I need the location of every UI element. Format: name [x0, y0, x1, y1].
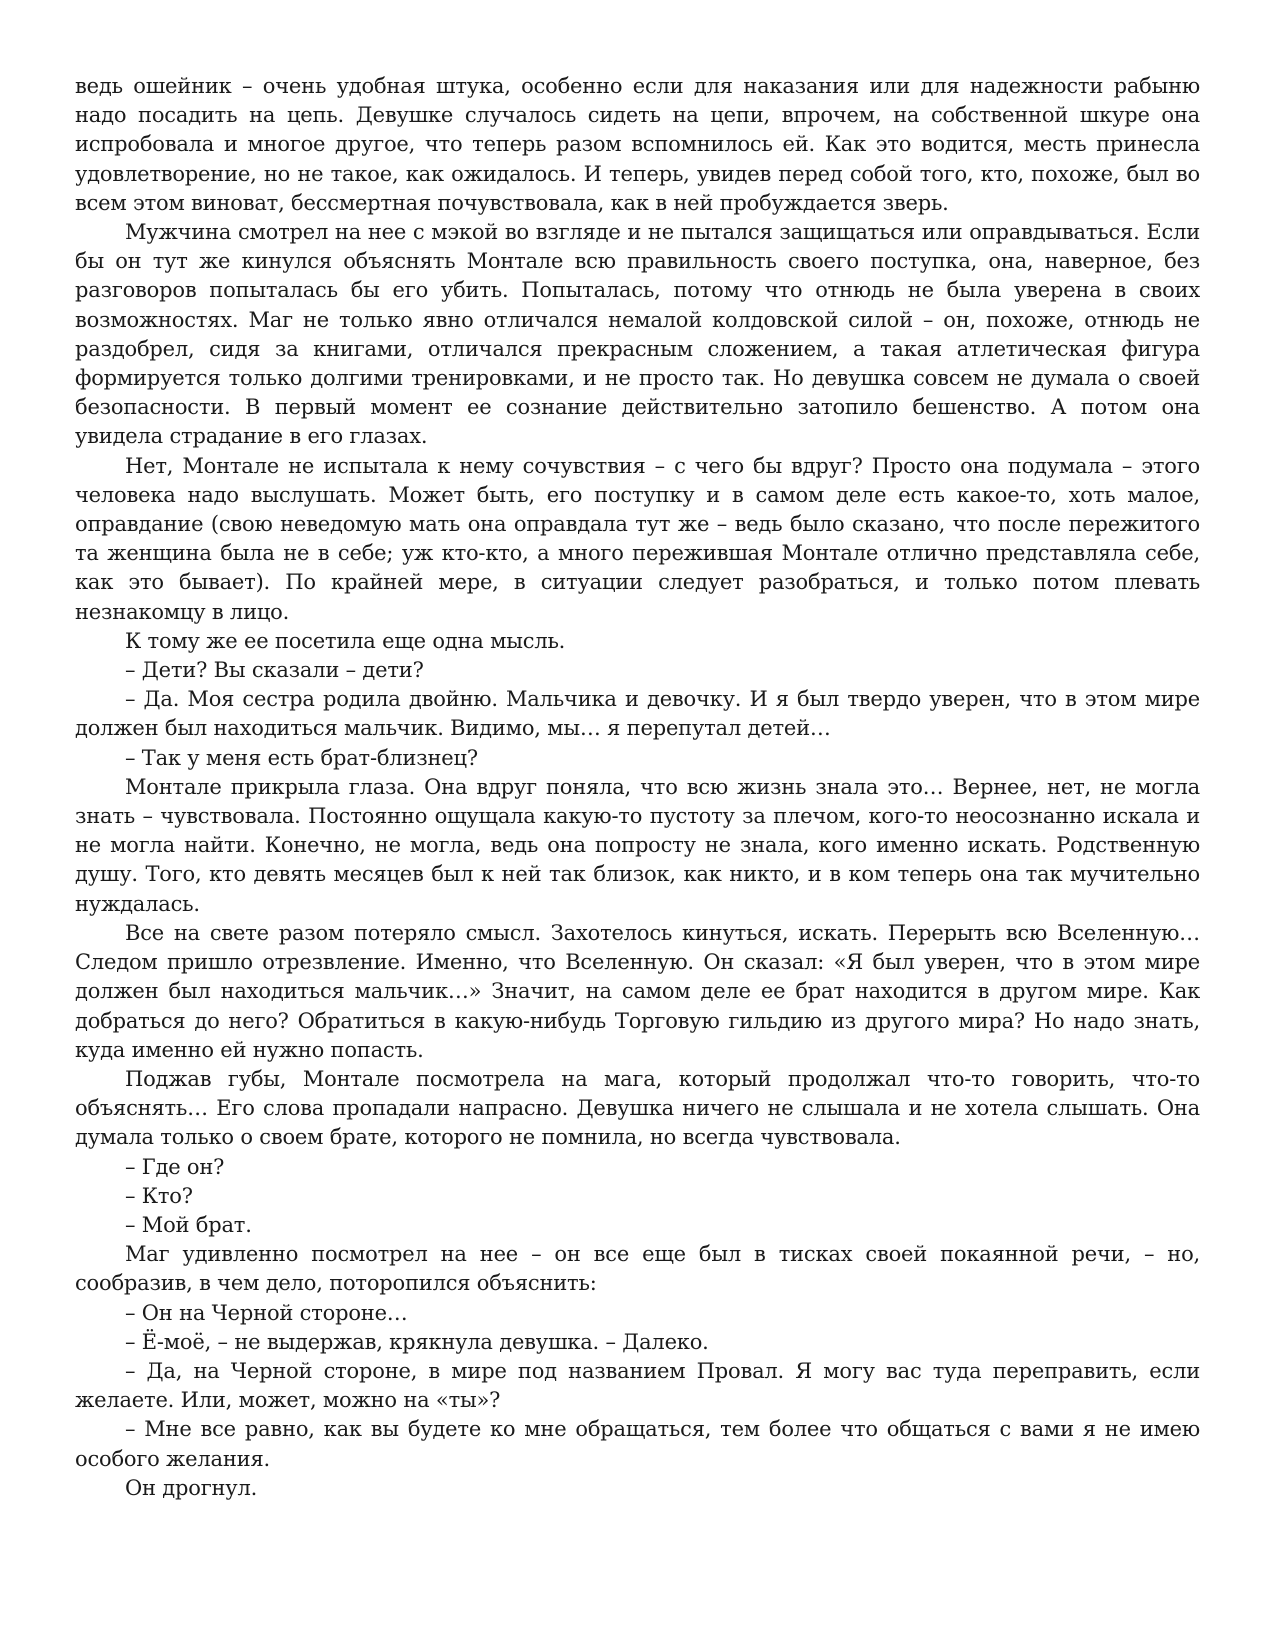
- dialogue-line: – Он на Черной стороне…: [125, 1300, 408, 1325]
- dialogue-line: – Да, на Черной стороне, в мире под названием Провал. Я могу вас туда переправить, если желаете. Или, может, можно на «ты»?: [75, 1358, 1200, 1413]
- dialogue-line: – Да. Моя сестра родила двойню. Мальчика и девочку. И я был твердо уверен, что в этом мире должен был находиться мальчик. Видимо, мы… я перепутал детей…: [75, 687, 1200, 741]
- paragraph: Нет, Монтале не испытала к нему сочувствия – с чего бы вдруг? Просто она подумала – этого человека надо выслушать. Может быть, его поступку и в самом деле есть какое-то, хоть малое, оправдание (свою неведомую мать она оправдала тут же – ведь было сказано, что после пережитого та женщина была не в себе; уж кто-кто, а много пережившая Монтале отлично представляла себе, как это бывает). По крайней мере, в ситуации следует разобраться, и только потом плевать незнакомцу в лицо.: [75, 453, 1200, 624]
- dialogue-line: – Дети? Вы сказали – дети?: [125, 658, 424, 683]
- paragraph-continuation: ведь ошейник – очень удобная штука, особенно если для наказания или для надежности рабыню надо посадить на цепь. Девушке случалось сидеть на цепи, впрочем, на собственной шкуре она испробовала и многое другое, что теперь разом вспомнилось ей. Как это водится, месть принесла удовлетворение, но не такое, как ожидалось. И теперь, увидев перед собой того, кто, похоже, был во всем этом виноват, бессмертная почувствовала, как в ней пробуждается зверь.: [75, 74, 1200, 215]
- dialogue-line: – Где он?: [125, 1154, 225, 1179]
- paragraph: Монтале прикрыла глаза. Она вдруг поняла, что всю жизнь знала это… Вернее, нет, не могла знать – чувствовала. Постоянно ощущала какую-то пустоту за плечом, кого-то неосознанно искала и не могла найти. Конечно, не могла, ведь она попросту не знала, кого именно искать. Родственную душу. Того, кто девять месяцев был к ней так близок, как никто, и в ком теперь она так мучительно нуждалась.: [75, 774, 1200, 916]
- paragraph: Он дрогнул.: [125, 1475, 258, 1500]
- dialogue-line: – Ё-моё, – не выдержав, крякнула девушка. – Далеко.: [125, 1329, 709, 1354]
- dialogue-line: – Так у меня есть брат-близнец?: [125, 745, 478, 770]
- paragraph: К тому же ее посетила еще одна мысль.: [125, 628, 566, 653]
- paragraph: Поджав губы, Монтале посмотрела на мага, который продолжал что-то говорить, что-то объяснять… Его слова пропадали напрасно. Девушка ничего не слышала и не хотела слышать. Она думала только о своем брате, которого не помнила, но всегда чувствовала.: [75, 1066, 1200, 1150]
- dialogue-line: – Мой брат.: [125, 1212, 252, 1237]
- paragraph: Мужчина смотрел на нее с мэкой во взгляде и не пытался защищаться или оправдываться. Если бы он тут же кинулся объяснять Монтале всю правильность своего поступка, она, наверное, без разговоров попыталась бы его убить. Попыталась, потому что отнюдь не была уверена в своих возможностях. Маг не только явно отличался немалой колдовской силой – он, похоже, отнюдь не раздобрел, сидя за книгами, отличался прекрасным сложением, а такая атлетическая фигура формируется только долгими тренировками, и не просто так. Но девушка совсем не думала о своей безопасности. В первый момент ее сознание действительно затопило бешенство. А потом она увидела страдание в его глазах.: [75, 220, 1200, 449]
- paragraph: Все на свете разом потеряло смысл. Захотелось кинуться, искать. Перерыть всю Вселенную… Следом пришло отрезвление. Именно, что Вселенную. Он сказал: «Я был уверен, что в этом мире должен был находиться мальчик…» Значит, на самом деле ее брат находится в другом мире. Как добраться до него? Обратиться в какую-нибудь Торговую гильдию из другого мира? Но надо знать, куда именно ей нужно попасть.: [75, 920, 1200, 1062]
- dialogue-line: – Мне все равно, как вы будете ко мне обращаться, тем более что общаться с вами я не имею особого желания.: [75, 1417, 1200, 1471]
- paragraph: Маг удивленно посмотрел на нее – он все еще был в тисках своей покаянной речи, – но, сообразив, в чем дело, поторопился объяснить:: [75, 1242, 1200, 1296]
- dialogue-line: – Кто?: [125, 1183, 193, 1208]
- document-page: [75, 72, 1200, 1503]
